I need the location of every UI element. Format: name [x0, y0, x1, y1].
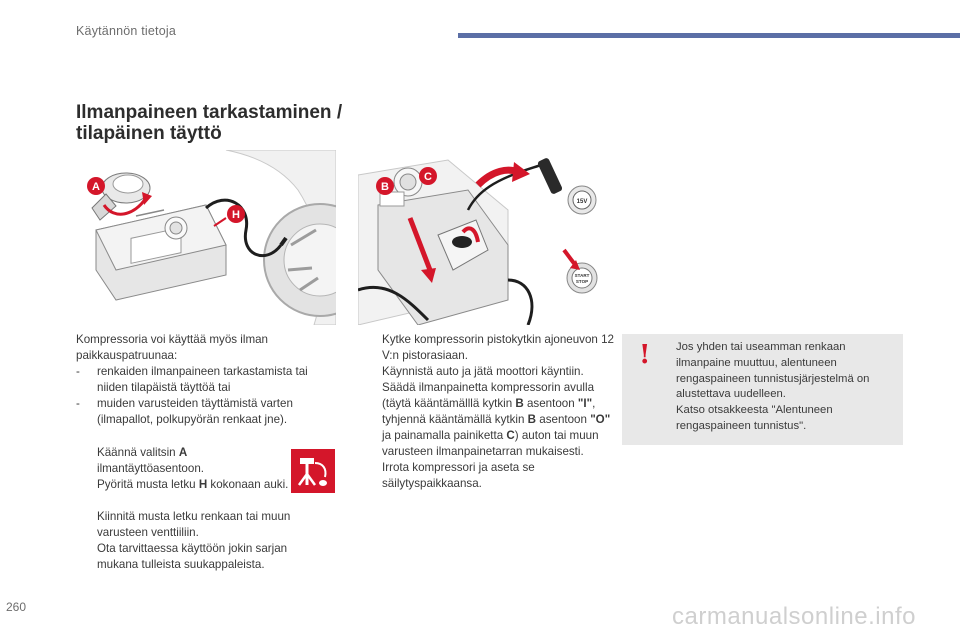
warning-text: Jos yhden tai useamman renkaan ilmanpaine muuttuu, alentuneen rengaspaineen tunnistusjärjestelmä on alustettava uudelleen. Katso otsakkeesta "Alentuneen rengaspaineen tunnistus".	[676, 341, 870, 432]
callout-a: A	[92, 181, 100, 193]
dash-marker: -	[76, 397, 80, 410]
step-right-2: Käynnistä auto ja jätä moottori käyntiin.	[382, 365, 584, 378]
warning-icon: !	[639, 340, 651, 370]
intro-text: Kompressoria voi käyttää myös ilman paikkauspatruunaa:	[76, 333, 269, 362]
tyre-inflation-icon	[291, 449, 335, 493]
watermark: carmanualsonline.info	[672, 603, 916, 630]
step-left-2: Pyöritä musta letku H kokonaan auki.	[97, 478, 289, 491]
intro-item-1: - renkaiden ilmanpaineen tarkastamista tai niiden tilapäistä täyttöä tai	[76, 365, 308, 394]
start-label: START	[574, 273, 590, 278]
stop-label: STOP	[575, 279, 589, 284]
key-a: A	[178, 446, 188, 459]
step-right-3: Säädä ilmanpainetta kompressorin avulla (täytä kääntämälllä kytkin B asentoon "I", tyhjennä kääntämällä kytkin B asentoon "O" ja painamalla painiketta C) auton tai muun varusteen ilmanpainetarran mukaisesti.	[382, 381, 611, 458]
compressor-illustration-left	[76, 150, 336, 325]
warning-box	[622, 334, 903, 445]
step-right-4: Irrota kompressori ja aseta se säilytyspaikkaansa.	[382, 461, 535, 490]
step-right-1: Kytke kompressorin pistokytkin ajoneuvon 12 V:n pistorasiaan.	[382, 333, 614, 362]
page-heading	[76, 102, 342, 144]
callout-h: H	[232, 209, 240, 221]
steps-left-continued	[76, 509, 321, 573]
heading-line-1: Ilmanpaineen tarkastaminen /	[76, 102, 343, 123]
compressor-illustration-right	[358, 150, 606, 325]
header-accent-bar	[458, 33, 960, 38]
compressor-drawing-right	[358, 150, 606, 325]
steps-left	[76, 445, 296, 493]
socket-label: 15V	[576, 199, 588, 205]
intro-block	[76, 332, 331, 428]
page-number: 260	[6, 600, 27, 614]
callout-c: C	[424, 171, 432, 183]
callout-b: B	[381, 181, 389, 193]
key-h: H	[198, 478, 208, 491]
section-title: Käytännön tietoja	[76, 24, 177, 38]
dash-marker: -	[76, 365, 80, 378]
step-left-1: Käännä valitsin A ilmantäyttöasentoon.	[97, 446, 204, 475]
intro-item-2: - muiden varusteiden täyttämistä varten (ilmapallot, polkupyörän renkaat jne).	[76, 397, 293, 426]
compressor-drawing-left	[76, 150, 336, 325]
step-left-3: Kiinnitä musta letku renkaan tai muun varusteen venttiiliin. Ota tarvittaessa käyttöön jokin sarjan mukana tulleista suukappaleista.	[97, 510, 291, 571]
heading-line-2: tilapäinen täyttö	[76, 123, 222, 144]
step-left-note: Ota tarvittaessa käyttöön jokin sarjan mukana tulleista suukappaleista.	[97, 542, 288, 571]
steps-right	[361, 332, 616, 492]
